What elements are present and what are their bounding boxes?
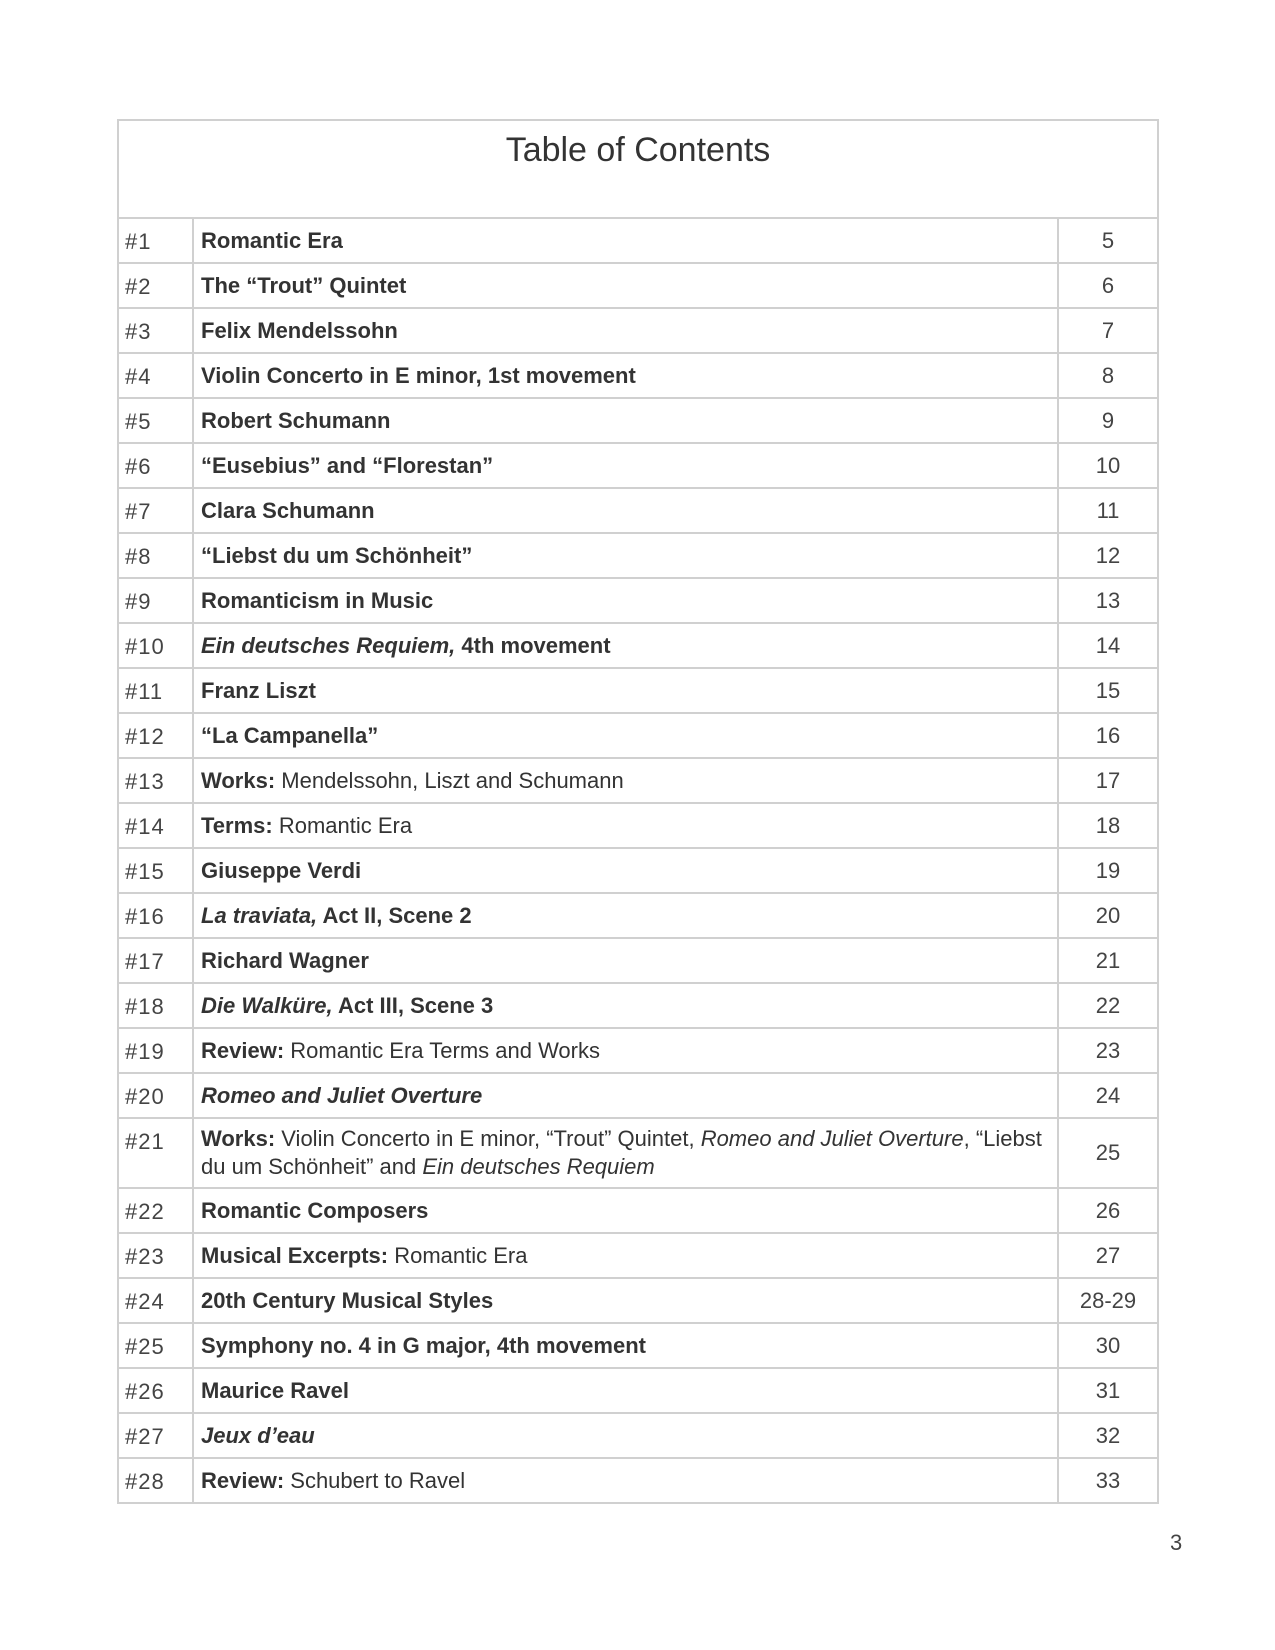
entry-title bbox=[193, 533, 1058, 578]
entry-title-part: Richard Wagner bbox=[201, 947, 369, 973]
entry-number: #4 bbox=[118, 353, 193, 398]
entry-page: 10 bbox=[1058, 443, 1158, 488]
toc-table bbox=[117, 119, 1159, 1504]
entry-title-part: Works: bbox=[201, 1126, 276, 1151]
entry-title-part: Romeo and Juliet Overture bbox=[201, 1082, 483, 1108]
entry-number: #15 bbox=[118, 848, 193, 893]
entry-title-part: Romantic Composers bbox=[201, 1197, 429, 1223]
entry-page: 11 bbox=[1058, 488, 1158, 533]
entry-title bbox=[193, 308, 1058, 353]
toc-row bbox=[118, 1413, 1158, 1458]
entry-title bbox=[193, 443, 1058, 488]
entry-title-part: Review: bbox=[201, 1467, 285, 1493]
entry-page: 6 bbox=[1058, 263, 1158, 308]
entry-title bbox=[193, 1118, 1058, 1188]
entry-page: 33 bbox=[1058, 1458, 1158, 1503]
entry-title-part: Review: bbox=[201, 1037, 285, 1063]
entry-page: 14 bbox=[1058, 623, 1158, 668]
entry-title-part: Romantic Era Terms and Works bbox=[284, 1037, 600, 1063]
entry-page: 18 bbox=[1058, 803, 1158, 848]
entry-title-part: Felix Mendelssohn bbox=[201, 317, 398, 343]
toc-row bbox=[118, 1278, 1158, 1323]
page-number: 3 bbox=[1170, 1530, 1183, 1555]
toc-row bbox=[118, 488, 1158, 533]
entry-number: #10 bbox=[118, 623, 193, 668]
entry-title-part: Act II, Scene 2 bbox=[317, 902, 472, 928]
entry-title-part: , “Liebst du um Schönheit” and bbox=[201, 1126, 1042, 1179]
entry-page: 8 bbox=[1058, 353, 1158, 398]
entry-title-part: Works: bbox=[201, 767, 276, 793]
toc-row bbox=[118, 758, 1158, 803]
toc-row bbox=[118, 398, 1158, 443]
entry-title-part: Romeo and Juliet Overture bbox=[700, 1126, 964, 1151]
entry-title bbox=[193, 1458, 1058, 1503]
entry-title-part: Symphony no. 4 in G major, 4th movement bbox=[201, 1332, 646, 1358]
entry-number: #17 bbox=[118, 938, 193, 983]
entry-number: #21 bbox=[118, 1118, 193, 1188]
entry-title-part: Mendelssohn, Liszt and Schumann bbox=[275, 767, 624, 793]
toc-row bbox=[118, 218, 1158, 263]
entry-number: #19 bbox=[118, 1028, 193, 1073]
entry-title-part: Romantic Era bbox=[388, 1242, 528, 1268]
toc-row bbox=[118, 443, 1158, 488]
entry-title bbox=[193, 1278, 1058, 1323]
entry-title bbox=[193, 218, 1058, 263]
entry-number: #1 bbox=[118, 218, 193, 263]
toc-row bbox=[118, 1233, 1158, 1278]
entry-title bbox=[193, 1188, 1058, 1233]
entry-number: #3 bbox=[118, 308, 193, 353]
entry-title-part: La traviata, bbox=[201, 902, 318, 928]
entry-title-part: 20th Century Musical Styles bbox=[201, 1287, 494, 1313]
entry-page: 12 bbox=[1058, 533, 1158, 578]
entry-number: #13 bbox=[118, 758, 193, 803]
entry-title-part: Maurice Ravel bbox=[201, 1377, 349, 1403]
entry-title bbox=[193, 353, 1058, 398]
entry-title-part: “Liebst du um Schönheit” bbox=[201, 542, 473, 568]
entry-page: 22 bbox=[1058, 983, 1158, 1028]
entry-title-part: Musical Excerpts: bbox=[201, 1242, 389, 1268]
entry-page: 28-29 bbox=[1058, 1278, 1158, 1323]
entry-title-part: 4th movement bbox=[455, 632, 611, 658]
entry-page: 5 bbox=[1058, 218, 1158, 263]
entry-number: #25 bbox=[118, 1323, 193, 1368]
title-row bbox=[118, 120, 1158, 218]
entry-number: #14 bbox=[118, 803, 193, 848]
entry-title-part: Franz Liszt bbox=[201, 677, 316, 703]
entry-title-part bbox=[201, 903, 317, 928]
entry-title bbox=[193, 938, 1058, 983]
entry-title-part: Violin Concerto in E minor, “Trout” Quintet, bbox=[275, 1126, 701, 1151]
toc-row bbox=[118, 938, 1158, 983]
entry-title bbox=[193, 713, 1058, 758]
entry-title-part: Jeux d’eau bbox=[201, 1422, 315, 1448]
entry-title bbox=[193, 668, 1058, 713]
entry-page: 19 bbox=[1058, 848, 1158, 893]
entry-number: #7 bbox=[118, 488, 193, 533]
entry-page: 7 bbox=[1058, 308, 1158, 353]
toc-row bbox=[118, 1118, 1158, 1188]
entry-title bbox=[193, 263, 1058, 308]
entry-number: #26 bbox=[118, 1368, 193, 1413]
toc-row bbox=[118, 983, 1158, 1028]
toc-row bbox=[118, 578, 1158, 623]
entry-page: 25 bbox=[1058, 1118, 1158, 1188]
entry-title-part: Die Walküre, bbox=[201, 992, 333, 1018]
toc-row bbox=[118, 1368, 1158, 1413]
entry-number: #16 bbox=[118, 893, 193, 938]
entry-page: 23 bbox=[1058, 1028, 1158, 1073]
toc-row bbox=[118, 533, 1158, 578]
entry-page: 24 bbox=[1058, 1073, 1158, 1118]
toc-row bbox=[118, 893, 1158, 938]
entry-title-part: Clara Schumann bbox=[201, 497, 375, 523]
entry-number: #20 bbox=[118, 1073, 193, 1118]
entry-number: #22 bbox=[118, 1188, 193, 1233]
entry-page: 27 bbox=[1058, 1233, 1158, 1278]
entry-number: #18 bbox=[118, 983, 193, 1028]
toc-row bbox=[118, 1323, 1158, 1368]
entry-number: #5 bbox=[118, 398, 193, 443]
entry-title bbox=[193, 758, 1058, 803]
entry-title bbox=[193, 488, 1058, 533]
toc-row bbox=[118, 1458, 1158, 1503]
title-cell bbox=[118, 120, 1158, 218]
entry-title-part bbox=[201, 1423, 315, 1448]
toc-row bbox=[118, 803, 1158, 848]
page-title: Table of Contents bbox=[505, 131, 771, 169]
toc-row bbox=[118, 848, 1158, 893]
entry-title bbox=[193, 1028, 1058, 1073]
entry-page: 30 bbox=[1058, 1323, 1158, 1368]
toc-row bbox=[118, 353, 1158, 398]
entry-title-part: Terms: bbox=[201, 812, 273, 838]
toc-row bbox=[118, 713, 1158, 758]
toc-row bbox=[118, 1073, 1158, 1118]
entry-title bbox=[193, 1233, 1058, 1278]
entry-number: #8 bbox=[118, 533, 193, 578]
entry-title bbox=[193, 803, 1058, 848]
entry-number: #2 bbox=[118, 263, 193, 308]
toc-row bbox=[118, 623, 1158, 668]
entry-title-part bbox=[201, 1083, 482, 1108]
entry-title-part: Act III, Scene 3 bbox=[332, 992, 494, 1018]
entry-title-part: Giuseppe Verdi bbox=[201, 857, 362, 883]
entry-number: #23 bbox=[118, 1233, 193, 1278]
entry-page: 9 bbox=[1058, 398, 1158, 443]
toc-row bbox=[118, 668, 1158, 713]
entry-page: 13 bbox=[1058, 578, 1158, 623]
entry-title-part: Ein deutsches Requiem bbox=[422, 1154, 655, 1179]
entry-title bbox=[193, 983, 1058, 1028]
entry-title bbox=[193, 1073, 1058, 1118]
entry-title bbox=[193, 398, 1058, 443]
toc-row bbox=[118, 1188, 1158, 1233]
toc-row bbox=[118, 263, 1158, 308]
entry-number: #28 bbox=[118, 1458, 193, 1503]
entry-number: #24 bbox=[118, 1278, 193, 1323]
entry-page: 32 bbox=[1058, 1413, 1158, 1458]
entry-title bbox=[193, 578, 1058, 623]
entry-title-part: Schubert to Ravel bbox=[284, 1467, 466, 1493]
entry-title-part: Romantic Era bbox=[201, 227, 343, 253]
entry-number: #12 bbox=[118, 713, 193, 758]
toc-row bbox=[118, 308, 1158, 353]
entry-title bbox=[193, 848, 1058, 893]
entry-title bbox=[193, 1413, 1058, 1458]
entry-page: 17 bbox=[1058, 758, 1158, 803]
entry-title-part: Ein deutsches Requiem, bbox=[201, 632, 456, 658]
entry-page: 26 bbox=[1058, 1188, 1158, 1233]
entry-number: #11 bbox=[118, 668, 193, 713]
entry-title-part: Romantic Era bbox=[272, 812, 413, 838]
entry-title-part bbox=[201, 633, 455, 658]
toc-row bbox=[118, 1028, 1158, 1073]
entry-title-part: The “Trout” Quintet bbox=[201, 272, 407, 298]
entry-title-part: Romanticism in Music bbox=[201, 587, 434, 613]
entry-title bbox=[193, 1323, 1058, 1368]
entry-page: 16 bbox=[1058, 713, 1158, 758]
entry-title bbox=[193, 623, 1058, 668]
entry-page: 21 bbox=[1058, 938, 1158, 983]
entry-number: #27 bbox=[118, 1413, 193, 1458]
entry-page: 20 bbox=[1058, 893, 1158, 938]
entry-page: 31 bbox=[1058, 1368, 1158, 1413]
entry-title-part: “La Campanella” bbox=[201, 722, 379, 748]
entry-title-part: “Eusebius” and “Florestan” bbox=[201, 452, 494, 478]
entry-title-part bbox=[201, 993, 333, 1018]
entry-number: #9 bbox=[118, 578, 193, 623]
entry-title-part: Robert Schumann bbox=[201, 407, 391, 433]
entry-number: #6 bbox=[118, 443, 193, 488]
entry-title bbox=[193, 1368, 1058, 1413]
entry-title bbox=[193, 893, 1058, 938]
entry-page: 15 bbox=[1058, 668, 1158, 713]
entry-title-part: Violin Concerto in E minor, 1st movement bbox=[201, 362, 636, 388]
toc-body bbox=[118, 120, 1158, 1503]
